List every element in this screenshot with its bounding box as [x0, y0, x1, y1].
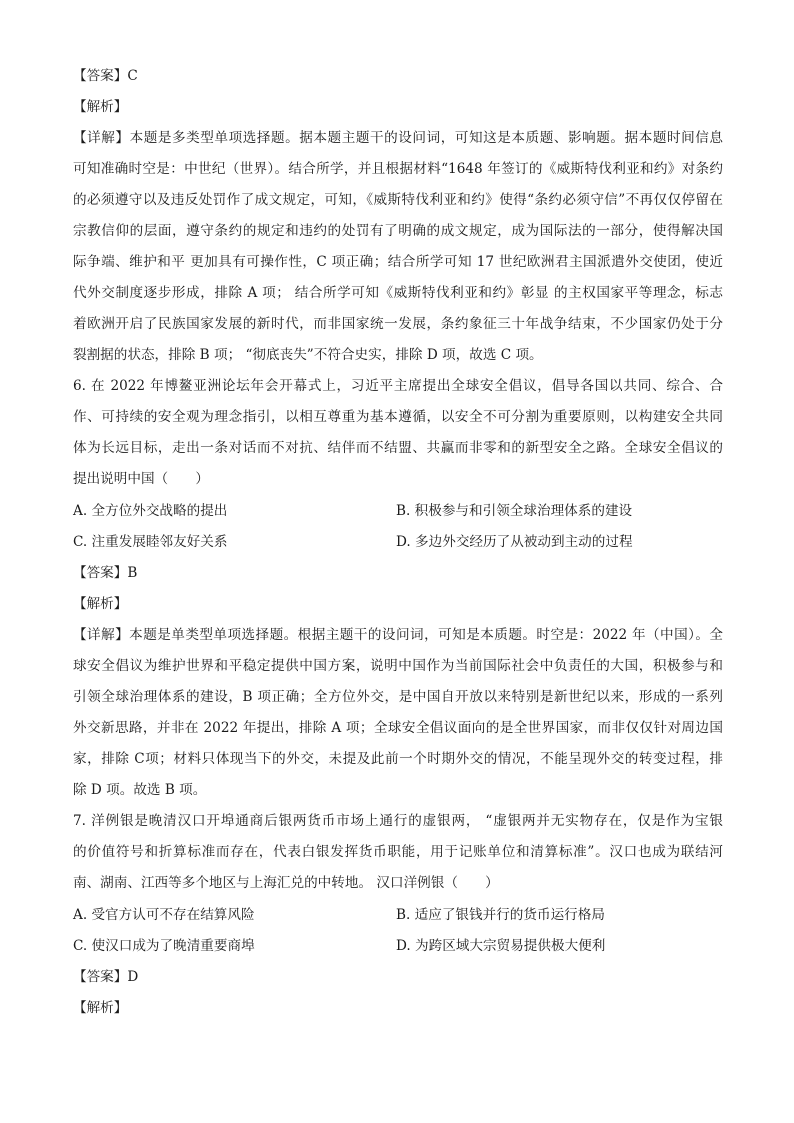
q7-option-a: A. 受官方认可不存在结算风险	[73, 907, 255, 923]
q6-detail-line: 引领全球治理体系的建设，B 项正确；全方位外交，是中国自开放以来特别是新世纪以来，形成的一系列	[73, 689, 723, 705]
q5-detail-line: 代外交制度逐步形成，排除 A 项； 结合所学可知《威斯特伐利亚和约》彰显 的主权国家平等理念，标志	[73, 285, 723, 301]
q7-option-d: D. 为跨区域大宗贸易提供极大便利	[396, 938, 606, 954]
q5-detail-line: 可知准确时空是：中世纪（世界）。结合所学，并且根据材料“1648 年签订的《威斯特伐利亚和约》对条约	[73, 161, 723, 177]
q5-analysis-label: 【解析】	[73, 99, 128, 115]
q6-stem-line: 提出说明中国（ ）	[73, 471, 209, 487]
q7-stem-line: 南、湖南、江西等多个地区与上海汇兑的中转地。 汉口洋例银（ ）	[73, 875, 499, 891]
q6-stem-line: 作、可持续的安全观为理念指引，以相互尊重为基本遵循，以安全不可分割为重要原则，以构建安全共同	[73, 409, 723, 425]
q6-stem-line: 体为长远目标，走出一条对话而不对抗、结伴而不结盟、共赢而非零和的新型安全之路。全球安全倡议的	[73, 440, 723, 456]
q6-detail-line: 球安全倡议为维护世界和平稳定提供中国方案，说明中国作为当前国际社会中负责任的大国，积极参与和	[73, 658, 723, 674]
q6-option-c: C. 注重发展睦邻友好关系	[73, 534, 228, 550]
q5-detail-line: 着欧洲开启了民族国家发展的新时代，而非国家统一发展，条约象征三十年战争结束，不少国家仍处于分	[73, 316, 723, 332]
q5-answer: 【答案】C	[73, 68, 138, 84]
q7-option-b: B. 适应了银钱并行的货币运行格局	[396, 907, 605, 923]
q6-answer: 【答案】B	[73, 565, 138, 581]
q5-detail-line: 裂割据的状态，排除 B 项； “彻底丧失”不符合史实，排除 D 项，故选 C 项。	[73, 347, 543, 363]
q7-option-c: C. 使汉口成为了晚清重要商埠	[73, 938, 255, 954]
q5-detail-line: 宗教信仰的层面，遵守条约的规定和违约的处罚有了明确的成文规定，成为国际法的一部分，使得解决国	[73, 223, 723, 239]
q6-option-d: D. 多边外交经历了从被动到主动的过程	[396, 534, 633, 550]
q6-detail-line: 【详解】本题是单类型单项选择题。根据主题干的设问词，可知是本质题。时空是：2022 年（中国）。全	[73, 627, 723, 643]
q6-stem-line: 6. 在 2022 年博鳌亚洲论坛年会开幕式上，习近平主席提出全球安全倡议，倡导各国以共同、综合、合	[73, 378, 723, 394]
q7-answer: 【答案】D	[73, 969, 139, 985]
q6-option-b: B. 积极参与和引领全球治理体系的建设	[396, 503, 633, 519]
q5-detail-line: 的必须遵守以及违反处罚作了成文规定，可知，《威斯特伐利亚和约》使得“条约必须守信”不再仅仅停留在	[73, 192, 723, 208]
q6-detail-line: 除 D 项。故选 B 项。	[73, 782, 207, 798]
q6-detail-line: 外交新思路，并非在 2022 年提出，排除 A 项；全球安全倡议面向的是全世界国家，而非仅仅针对周边国	[73, 720, 723, 736]
q7-stem-line: 7. 洋例银是晚清汉口开埠通商后银两货币市场上通行的虚银两， “虚银两并无实物存在，仅是作为宝银	[73, 813, 723, 829]
q6-option-a: A. 全方位外交战略的提出	[73, 503, 228, 519]
q7-analysis-label: 【解析】	[73, 1000, 128, 1016]
q7-stem-line: 的价值符号和折算标准而存在，代表白银发挥货币职能，用于记账单位和清算标准”。汉口也成为联结河	[73, 844, 723, 860]
q6-detail-line: 家，排除 C项；材料只体现当下的外交，未提及此前一个时期外交的情况，不能呈现外交的转变过程，排	[73, 751, 723, 767]
q5-detail-line: 【详解】本题是多类型单项选择题。据本题主题干的设问词，可知这是本质题、影响题。据本题时间信息	[73, 130, 723, 146]
q5-detail-line: 际争端、维护和平 更加具有可操作性，C 项正确；结合所学可知 17 世纪欧洲君主国派遣外交使团，使近	[73, 254, 723, 270]
q6-analysis-label: 【解析】	[73, 596, 128, 612]
